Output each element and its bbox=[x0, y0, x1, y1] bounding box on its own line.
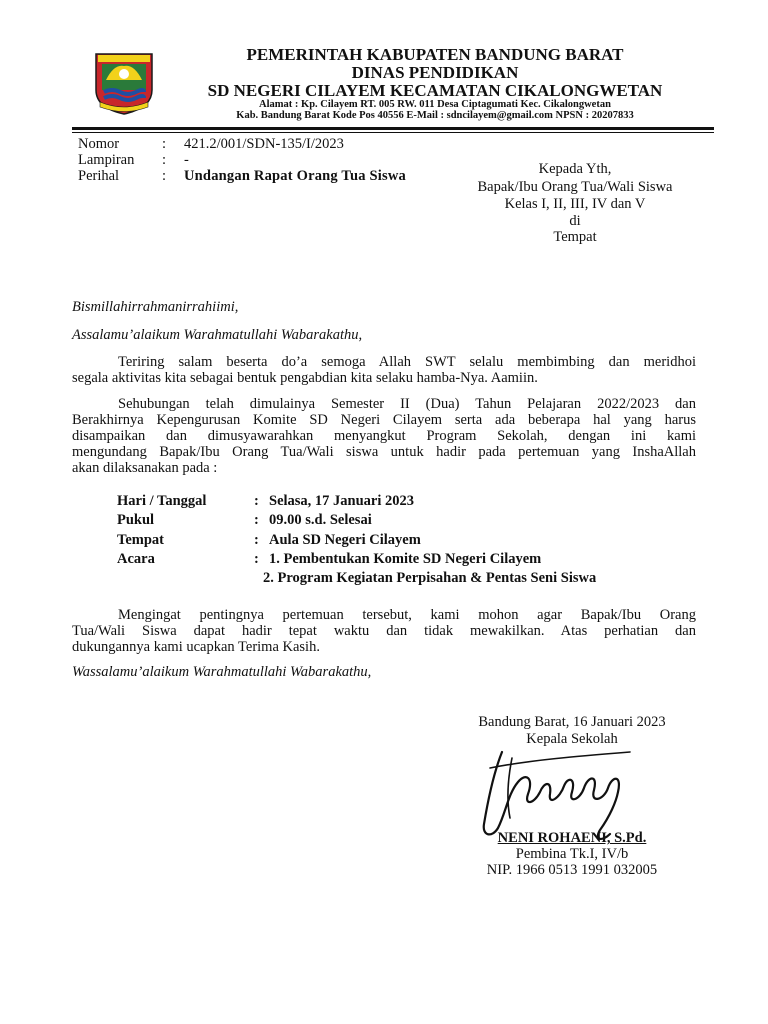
letterhead-address-1: Alamat : Kp. Cilayem RT. 005 RW. 011 Desa Ciptagumati Kec. Cikalongwetan bbox=[259, 99, 611, 110]
detail-colon: : bbox=[254, 493, 259, 509]
detail-colon: : bbox=[254, 512, 259, 528]
paragraph-3-line-1: Mengingat pentingnya pertemuan tersebut, kami mohon agar Bapak/Ibu Orang bbox=[118, 607, 696, 623]
detail-label-event: Acara bbox=[117, 551, 155, 567]
detail-label-place: Tempat bbox=[117, 532, 164, 548]
paragraph-2-line-4: mengundang Bapak/Ibu Orang Tua/Wali siswa untuk hadir pada pertemuan yang InshaAllah bbox=[72, 444, 696, 460]
detail-event-item-1: 1. Pembentukan Komite SD Negeri Cilayem bbox=[269, 551, 542, 567]
meta-value-lampiran: - bbox=[184, 152, 189, 168]
recipient-line-3: Kelas I, II, III, IV dan V bbox=[504, 196, 646, 212]
detail-event-item-2: 2. Program Kegiatan Perpisahan & Pentas Seni Siswa bbox=[263, 570, 597, 586]
meta-value-perihal: Undangan Rapat Orang Tua Siswa bbox=[184, 168, 406, 184]
paragraph-1-line-2: segala aktivitas kita sebagai bentuk pengabdian kita selaku hamba-Nya. Aamiin. bbox=[72, 370, 538, 386]
letterhead-address-2: Kab. Bandung Barat Kode Pos 40556 E-Mail : sdncilayem@gmail.com NPSN : 20207833 bbox=[236, 110, 634, 121]
detail-row-event bbox=[117, 550, 541, 568]
signatory-nip: NIP. 1966 0513 1991 032005 bbox=[486, 862, 658, 878]
paragraph-1-line-1: Teriring salam beserta do’a semoga Allah SWT selalu membimbing dan meridhoi bbox=[118, 354, 696, 370]
detail-colon: : bbox=[254, 532, 259, 548]
closing-greeting: Wassalamu’alaikum Warahmatullahi Wabarakathu, bbox=[72, 664, 372, 680]
paragraph-2-line-2: Berakhirnya Kepengurusan Komite SD Negeri Cilayem serta ada beberapa hal yang harus bbox=[72, 412, 696, 428]
paragraph-3-line-3: dukungannya kami ucapkan Terima Kasih. bbox=[72, 639, 320, 655]
detail-label-time: Pukul bbox=[117, 512, 155, 528]
meta-label-nomor: Nomor bbox=[78, 136, 120, 152]
signatory-rank: Pembina Tk.I, IV/b bbox=[515, 846, 629, 862]
opening-basmalah: Bismillahirrahmanirrahiimi, bbox=[72, 299, 239, 315]
meta-colon: : bbox=[162, 152, 167, 168]
detail-row-place bbox=[117, 531, 421, 549]
meta-row-lampiran bbox=[78, 152, 189, 168]
recipient-line-4: di bbox=[569, 213, 581, 229]
detail-value-time: 09.00 s.d. Selesai bbox=[269, 512, 372, 528]
meta-label-perihal: Perihal bbox=[78, 168, 120, 184]
recipient-line-5: Tempat bbox=[553, 229, 597, 245]
letterhead-line-department: DINAS PENDIDIKAN bbox=[351, 63, 519, 82]
signature-place-date: Bandung Barat, 16 Januari 2023 bbox=[478, 714, 666, 730]
meta-colon: : bbox=[162, 168, 167, 184]
letterhead-line-school: SD NEGERI CILAYEM KECAMATAN CIKALONGWETAN bbox=[207, 81, 663, 100]
signatory-name: NENI ROHAENI, S.Pd. bbox=[497, 830, 647, 846]
meta-label-lampiran: Lampiran bbox=[78, 152, 135, 168]
letterhead-divider-thick bbox=[72, 127, 714, 130]
meta-colon: : bbox=[162, 136, 167, 152]
paragraph-2-line-5: akan dilaksanakan pada : bbox=[72, 460, 218, 476]
paragraph-3-line-2: Tua/Wali Siswa dapat hadir tepat waktu dan tidak mewakilkan. Atas perhatian dan bbox=[72, 623, 696, 639]
meta-row-perihal bbox=[78, 168, 406, 184]
letterhead-line-government: PEMERINTAH KABUPATEN BANDUNG BARAT bbox=[246, 45, 624, 64]
meta-value-nomor: 421.2/001/SDN-135/I/2023 bbox=[184, 136, 344, 152]
opening-greeting: Assalamu’alaikum Warahmatullahi Wabarakathu, bbox=[72, 327, 363, 343]
detail-row-time bbox=[117, 511, 372, 529]
recipient-line-1: Kepada Yth, bbox=[538, 161, 612, 177]
paragraph-2-line-3: disampaikan dan dimusyawarahkan menyangkut Program Sekolah, dengan ini kami bbox=[72, 428, 696, 444]
recipient-line-2: Bapak/Ibu Orang Tua/Wali Siswa bbox=[477, 179, 673, 195]
detail-value-date: Selasa, 17 Januari 2023 bbox=[269, 493, 415, 509]
signature-position: Kepala Sekolah bbox=[526, 731, 618, 747]
detail-value-place: Aula SD Negeri Cilayem bbox=[269, 532, 421, 548]
detail-row-date bbox=[117, 492, 414, 510]
detail-colon: : bbox=[254, 551, 259, 567]
letterhead-divider-thin bbox=[72, 132, 714, 133]
detail-label-date: Hari / Tanggal bbox=[117, 493, 207, 509]
meta-row-nomor bbox=[78, 136, 344, 152]
regency-logo bbox=[92, 50, 156, 116]
paragraph-2-line-1: Sehubungan telah dimulainya Semester II (Dua) Tahun Pelajaran 2022/2023 dan bbox=[118, 396, 696, 412]
